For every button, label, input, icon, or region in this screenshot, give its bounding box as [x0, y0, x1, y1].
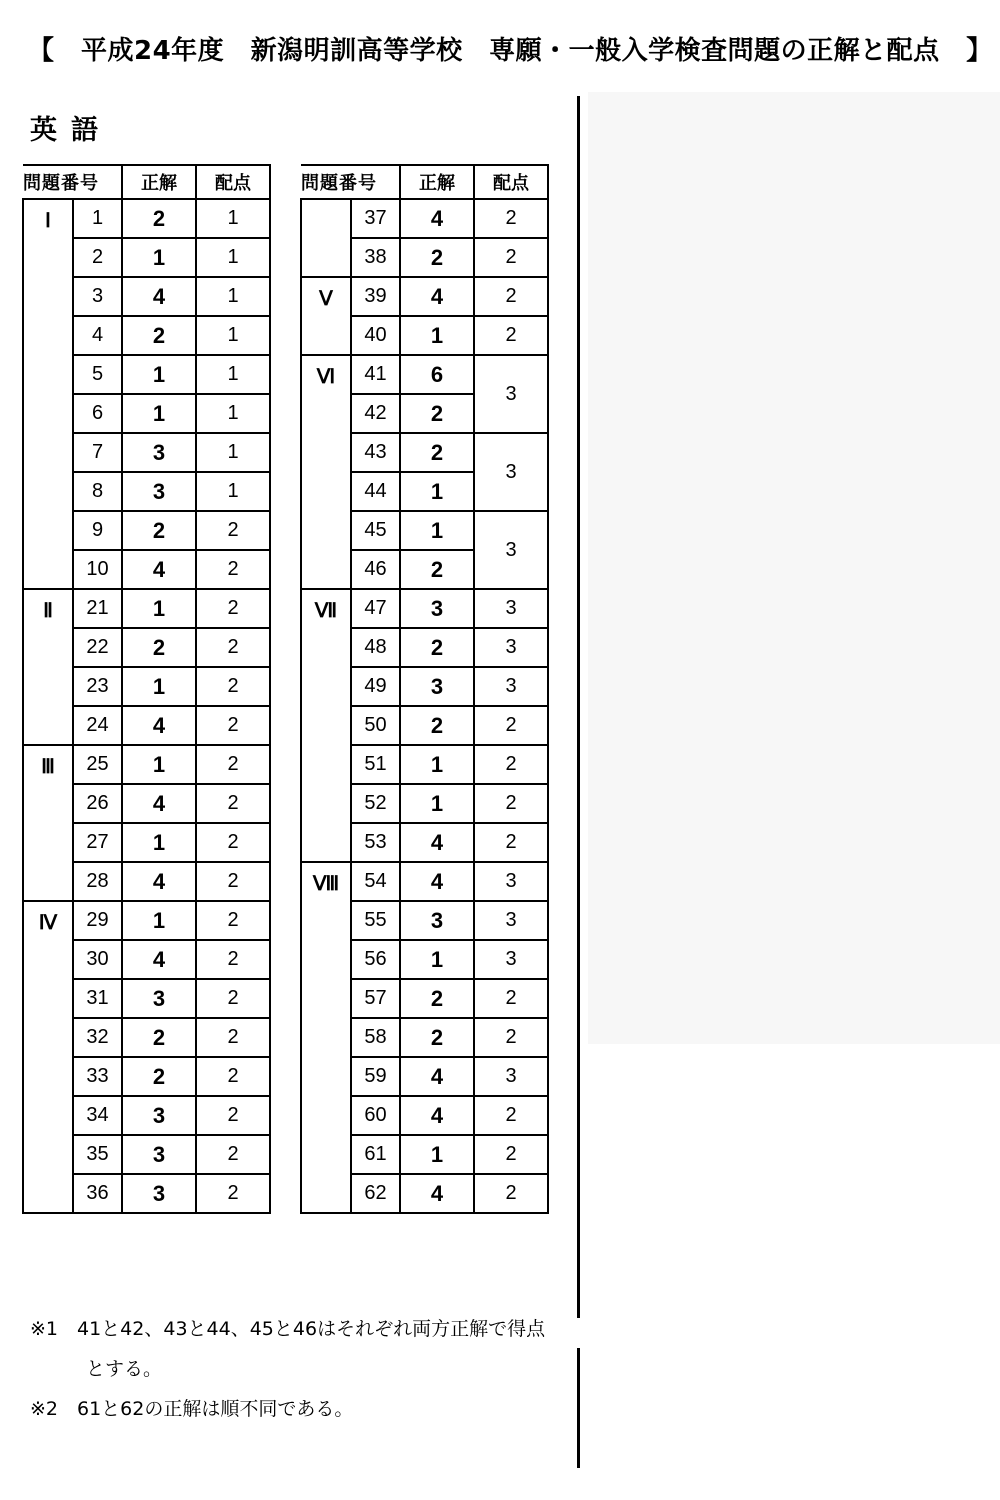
- question-number: 47: [351, 589, 400, 628]
- points-cell: 1: [196, 277, 270, 316]
- points-cell: 3: [474, 433, 548, 511]
- question-number: 2: [73, 238, 122, 277]
- points-cell: 2: [196, 745, 270, 784]
- table-row: [301, 277, 548, 316]
- question-number: 39: [351, 277, 400, 316]
- answer-cell: 1: [400, 1135, 474, 1174]
- points-cell: 2: [196, 1174, 270, 1213]
- question-number: 53: [351, 823, 400, 862]
- points-cell: 2: [196, 667, 270, 706]
- points-cell: 2: [196, 862, 270, 901]
- points-cell: 3: [474, 589, 548, 628]
- answer-cell: 1: [400, 784, 474, 823]
- answer-cell: 1: [400, 511, 474, 550]
- points-cell: 3: [474, 901, 548, 940]
- points-cell: 1: [196, 433, 270, 472]
- question-number: 43: [351, 433, 400, 472]
- question-number: 44: [351, 472, 400, 511]
- answer-cell: 4: [400, 199, 474, 238]
- answer-cell: 2: [122, 199, 196, 238]
- question-number: 6: [73, 394, 122, 433]
- question-number: 29: [73, 901, 122, 940]
- question-number: 58: [351, 1018, 400, 1057]
- points-cell: 2: [474, 1018, 548, 1057]
- question-number: 60: [351, 1096, 400, 1135]
- answer-cell: 6: [400, 355, 474, 394]
- question-number: 24: [73, 706, 122, 745]
- answer-cell: 4: [122, 862, 196, 901]
- answer-cell: 4: [122, 550, 196, 589]
- question-number: 1: [73, 199, 122, 238]
- question-number: 41: [351, 355, 400, 394]
- points-cell: 2: [474, 238, 548, 277]
- header-answer: 正解: [400, 165, 474, 199]
- points-cell: 2: [196, 589, 270, 628]
- question-number: 23: [73, 667, 122, 706]
- header-points: 配点: [196, 165, 270, 199]
- question-number: 28: [73, 862, 122, 901]
- question-number: 8: [73, 472, 122, 511]
- question-number: 54: [351, 862, 400, 901]
- question-number: 27: [73, 823, 122, 862]
- question-number: 31: [73, 979, 122, 1018]
- answer-cell: 4: [400, 1096, 474, 1135]
- section-number: Ⅰ: [23, 199, 73, 589]
- answer-cell: 4: [400, 277, 474, 316]
- answer-cell: 3: [400, 589, 474, 628]
- question-number: 52: [351, 784, 400, 823]
- section-number: Ⅵ: [301, 355, 351, 589]
- points-cell: 2: [196, 979, 270, 1018]
- points-cell: 3: [474, 1057, 548, 1096]
- section-number: Ⅷ: [301, 862, 351, 1213]
- points-cell: 1: [196, 472, 270, 511]
- answer-cell: 4: [122, 940, 196, 979]
- note-1: ※1 41と42、43と44、45と46はそれぞれ両方正解で得点: [30, 1318, 546, 1340]
- answer-cell: 2: [400, 394, 474, 433]
- table-row: [301, 355, 548, 394]
- question-number: 59: [351, 1057, 400, 1096]
- question-number: 7: [73, 433, 122, 472]
- question-number: 38: [351, 238, 400, 277]
- question-number: 51: [351, 745, 400, 784]
- points-cell: 1: [196, 238, 270, 277]
- document-title: 【 平成24年度 新潟明訓高等学校 専願・一般入学検査問題の正解と配点 】: [28, 36, 993, 66]
- points-cell: 2: [474, 823, 548, 862]
- points-cell: 2: [196, 784, 270, 823]
- question-number: 35: [73, 1135, 122, 1174]
- points-cell: 2: [474, 979, 548, 1018]
- header-answer: 正解: [122, 165, 196, 199]
- answer-cell: 3: [400, 901, 474, 940]
- answer-cell: 2: [122, 316, 196, 355]
- answer-cell: 4: [122, 277, 196, 316]
- answer-cell: 1: [400, 472, 474, 511]
- question-number: 62: [351, 1174, 400, 1213]
- question-number: 9: [73, 511, 122, 550]
- answer-cell: 4: [122, 784, 196, 823]
- question-number: 33: [73, 1057, 122, 1096]
- answer-cell: 2: [122, 511, 196, 550]
- points-cell: 3: [474, 940, 548, 979]
- answer-cell: 3: [122, 472, 196, 511]
- question-number: 21: [73, 589, 122, 628]
- answer-cell: 3: [122, 1174, 196, 1213]
- section-number: Ⅶ: [301, 589, 351, 862]
- points-cell: 2: [196, 706, 270, 745]
- answer-cell: 1: [122, 238, 196, 277]
- header-points: 配点: [474, 165, 548, 199]
- points-cell: 2: [196, 1018, 270, 1057]
- question-number: 56: [351, 940, 400, 979]
- points-cell: 2: [474, 1096, 548, 1135]
- answer-cell: 2: [400, 706, 474, 745]
- answer-cell: 4: [400, 823, 474, 862]
- section-number: Ⅴ: [301, 277, 351, 355]
- points-cell: 2: [196, 550, 270, 589]
- points-cell: 2: [474, 784, 548, 823]
- points-cell: 2: [196, 1096, 270, 1135]
- question-number: 37: [351, 199, 400, 238]
- points-cell: 2: [196, 940, 270, 979]
- points-cell: 2: [196, 1057, 270, 1096]
- answer-table-right: [300, 164, 549, 1214]
- answer-cell: 2: [400, 550, 474, 589]
- divider-line-lower: [577, 1348, 580, 1468]
- question-number: 61: [351, 1135, 400, 1174]
- points-cell: 2: [474, 1135, 548, 1174]
- question-number: 3: [73, 277, 122, 316]
- answer-cell: 3: [122, 1096, 196, 1135]
- answer-cell: 3: [122, 979, 196, 1018]
- answer-cell: 2: [400, 979, 474, 1018]
- question-number: 10: [73, 550, 122, 589]
- answer-cell: 1: [400, 316, 474, 355]
- answer-cell: 2: [400, 1018, 474, 1057]
- answer-cell: 3: [122, 433, 196, 472]
- points-cell: 2: [196, 1135, 270, 1174]
- table-row: [301, 589, 548, 628]
- points-cell: 3: [474, 628, 548, 667]
- question-number: 22: [73, 628, 122, 667]
- points-cell: 2: [196, 901, 270, 940]
- subject-heading: 英語: [30, 115, 112, 146]
- answer-cell: 1: [400, 745, 474, 784]
- answer-cell: 2: [400, 238, 474, 277]
- answer-table-left: [22, 164, 271, 1214]
- answer-cell: 1: [122, 823, 196, 862]
- section-number: Ⅳ: [23, 901, 73, 1213]
- question-number: 49: [351, 667, 400, 706]
- question-number: 4: [73, 316, 122, 355]
- points-cell: 1: [196, 394, 270, 433]
- question-number: 55: [351, 901, 400, 940]
- points-cell: 2: [196, 511, 270, 550]
- note-2: ※2 61と62の正解は順不同である。: [30, 1398, 354, 1420]
- points-cell: 1: [196, 316, 270, 355]
- points-cell: 3: [474, 862, 548, 901]
- question-number: 26: [73, 784, 122, 823]
- points-cell: 2: [474, 316, 548, 355]
- section-number: Ⅲ: [23, 745, 73, 901]
- answer-cell: 4: [400, 1174, 474, 1213]
- table-row: [23, 589, 270, 628]
- answer-cell: 2: [400, 433, 474, 472]
- points-cell: 1: [196, 355, 270, 394]
- section-number: [301, 199, 351, 277]
- answer-cell: 1: [122, 745, 196, 784]
- answer-cell: 4: [400, 1057, 474, 1096]
- section-number: Ⅱ: [23, 589, 73, 745]
- question-number: 5: [73, 355, 122, 394]
- side-panel: [588, 92, 1000, 1044]
- question-number: 46: [351, 550, 400, 589]
- points-cell: 3: [474, 667, 548, 706]
- points-cell: 1: [196, 199, 270, 238]
- header-question-no: 問題番号: [23, 165, 122, 199]
- points-cell: 2: [474, 277, 548, 316]
- question-number: 25: [73, 745, 122, 784]
- points-cell: 3: [474, 355, 548, 433]
- header-question-no: 問題番号: [301, 165, 400, 199]
- question-number: 42: [351, 394, 400, 433]
- points-cell: 2: [474, 199, 548, 238]
- answer-cell: 2: [122, 628, 196, 667]
- points-cell: 2: [196, 628, 270, 667]
- answer-cell: 4: [400, 862, 474, 901]
- question-number: 34: [73, 1096, 122, 1135]
- question-number: 57: [351, 979, 400, 1018]
- answer-cell: 1: [122, 355, 196, 394]
- table-row: [23, 745, 270, 784]
- answer-cell: 1: [122, 394, 196, 433]
- question-number: 36: [73, 1174, 122, 1213]
- note-1-continued: とする。: [86, 1358, 163, 1380]
- answer-cell: 2: [122, 1057, 196, 1096]
- answer-cell: 3: [400, 667, 474, 706]
- question-number: 40: [351, 316, 400, 355]
- answer-cell: 2: [122, 1018, 196, 1057]
- table-row: [23, 199, 270, 238]
- table-row: [301, 862, 548, 901]
- table-row: [23, 901, 270, 940]
- points-cell: 3: [474, 511, 548, 589]
- points-cell: 2: [474, 745, 548, 784]
- answer-cell: 1: [122, 667, 196, 706]
- answer-cell: 3: [122, 1135, 196, 1174]
- answer-cell: 4: [122, 706, 196, 745]
- question-number: 32: [73, 1018, 122, 1057]
- question-number: 50: [351, 706, 400, 745]
- question-number: 30: [73, 940, 122, 979]
- question-number: 45: [351, 511, 400, 550]
- answer-cell: 1: [400, 940, 474, 979]
- points-cell: 2: [474, 706, 548, 745]
- points-cell: 2: [196, 823, 270, 862]
- answer-cell: 2: [400, 628, 474, 667]
- answer-cell: 1: [122, 589, 196, 628]
- points-cell: 2: [474, 1174, 548, 1213]
- divider-line: [577, 96, 580, 1318]
- table-row: [301, 199, 548, 238]
- answer-cell: 1: [122, 901, 196, 940]
- question-number: 48: [351, 628, 400, 667]
